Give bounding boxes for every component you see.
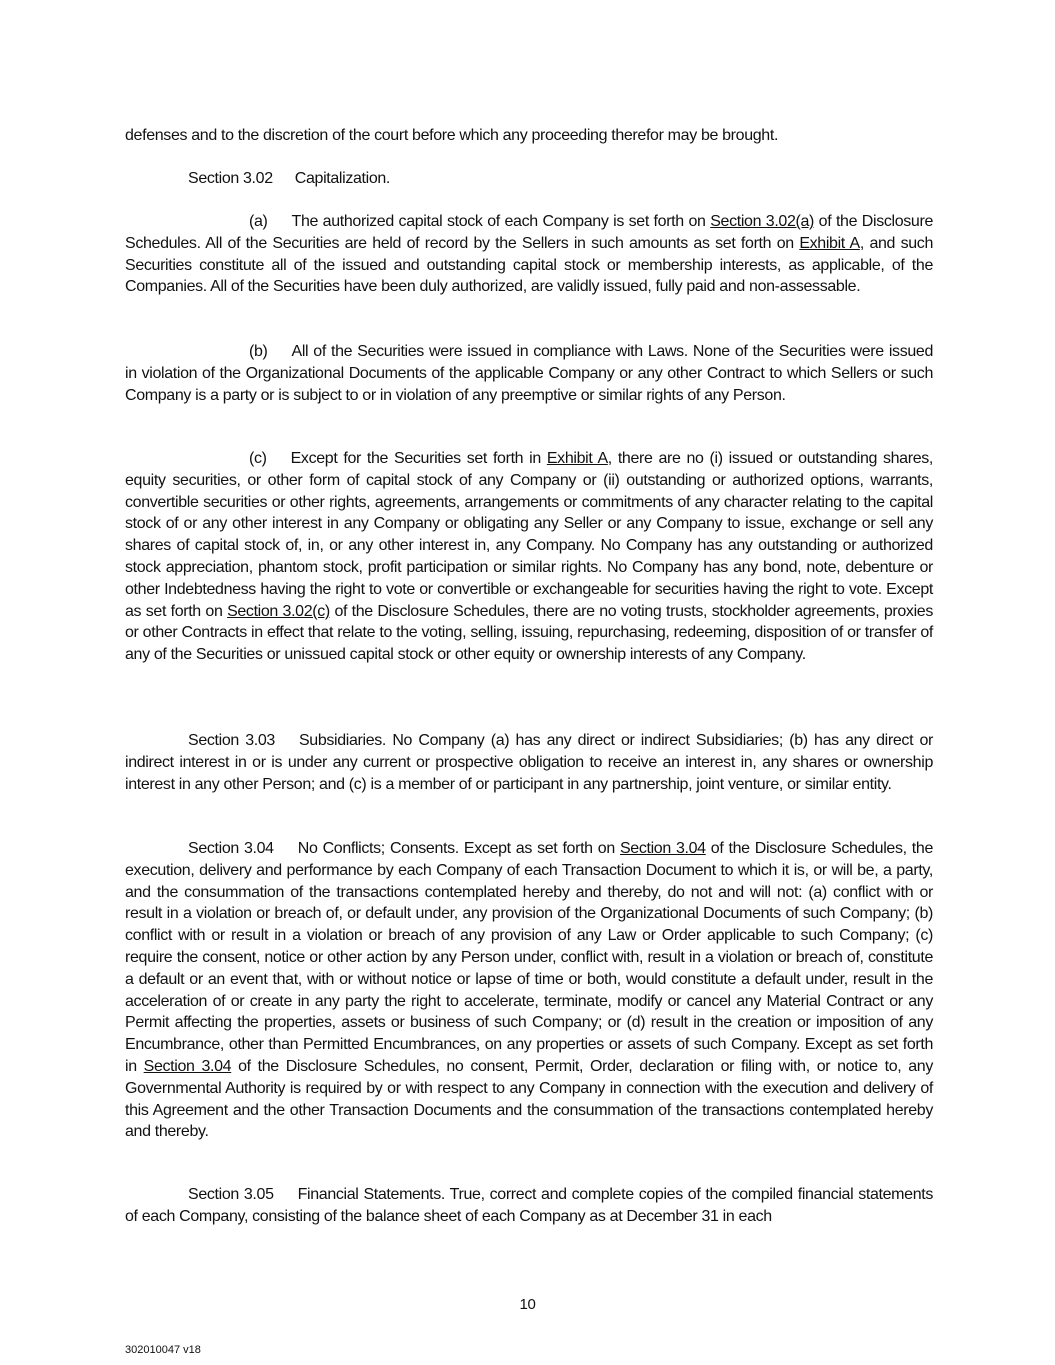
text-run: , and such Securities constitute all of the issued and outstanding capital stock or membership interests, as applicable, of the Companies. All of the Securities have been duly authorized, are validly issued, fully paid and non-assessable. bbox=[125, 234, 933, 296]
continuation-text: defenses and to the discretion of the court before which any proceeding therefor may be brought. bbox=[125, 127, 779, 144]
section-title: Capitalization. bbox=[294, 170, 391, 187]
section-number: Section 3.02 bbox=[188, 170, 273, 187]
text-run: of the Disclosure Schedules, the execution, delivery and performance by each Company of each Transaction Document to which it is, or will be, a party, and the consummation of the transactions contemplated hereby and thereby, do not and will not: (a) conflict with or result in a violation or breach of, or default under, any provision of the Organizational Documents of such Company; (b) conflict with or result in a violation or breach of any provision of any Law or Order applicable to such Company; (c) require the consent, notice or other action by any Person under, conflict with, result in a violation or breach of, constitute a default or an event that, with or without notice or lapse of time or both, would constitute a default under, result in the acceleration of or create in any party the right to accelerate, terminate, modify or cancel any Material Contract or any Permit affecting the properties, assets or business of such Company; or (d) result in the creation or imposition of any Encumbrance, other than Permitted Encumbrances, on any properties or assets of such Company. Except as set forth in bbox=[125, 840, 933, 1075]
clause-label: (c) bbox=[249, 450, 267, 467]
text-run: Except for the Securities set forth in bbox=[290, 450, 547, 467]
document-id: 302010047 v18 bbox=[125, 1344, 201, 1356]
page-number: 10 bbox=[519, 1296, 536, 1313]
text-run: All of the Securities were issued in compliance with Laws. None of the Securities were issued in violation of the Organizational Documents of the applicable Company or any other Contract to which Sellers or such Company is a party or is subject to or in violation of any preemptive or similar rights of any Person. bbox=[125, 343, 933, 404]
cross-reference: Section 3.02(a) bbox=[710, 213, 815, 230]
cross-reference: Section 3.04 bbox=[619, 840, 706, 857]
section-number: Section 3.04 bbox=[188, 840, 274, 857]
text-run: True, correct and complete copies of the compiled financial statements of each Company, consisting of the balance sheet of each Company as at December 31 in each bbox=[125, 1186, 933, 1225]
paragraph-3-03 bbox=[125, 730, 933, 795]
text-run: No Company (a) has any direct or indirect Subsidiaries; (b) has any direct or indirect interest in or is under any current or prospective obligation to receive an interest in, any shares or ownership interest in any other Person; and (c) is a member of or participant in any partnership, joint venture, or similar entity. bbox=[125, 732, 933, 793]
text-run: , there are no (i) issued or outstanding shares, equity securities, or other form of capital stock of any Company or (ii) outstanding or authorized options, warrants, convertible securities or other rights, agreements, arrangements or commitments of any character relating to the capital stock of or any other interest in any Company or obligating any Seller or any Company to issue, exchange or sell any shares of capital stock of, in, or any other interest in, any Company. No Company has any outstanding or authorized stock appreciation, phantom stock, profit participation or similar rights. No Company has any bond, note, debenture or other Indebtedness having the right to vote or convertible or exchangeable for securities having the right to vote. Except as set forth on bbox=[125, 450, 933, 620]
cross-reference: Exhibit A bbox=[546, 450, 608, 467]
clause-label: (b) bbox=[249, 343, 268, 360]
text-run: of the Disclosure Schedules. All of the Securities are held of record by the Sellers in such amounts as set forth on bbox=[125, 213, 933, 252]
cross-reference: Exhibit A bbox=[799, 234, 860, 252]
paragraph-3-04 bbox=[125, 838, 933, 1143]
cross-reference: Section 3.04 bbox=[143, 1057, 232, 1075]
section-3-02-heading bbox=[188, 168, 390, 190]
section-number: Section 3.05 bbox=[188, 1186, 274, 1203]
text-run: The authorized capital stock of each Company is set forth on bbox=[291, 213, 711, 230]
paragraph-3-02-c bbox=[125, 448, 933, 666]
paragraph-continuation bbox=[125, 125, 933, 147]
text-run: Except as set forth on bbox=[458, 840, 620, 857]
paragraph-3-05 bbox=[125, 1184, 933, 1228]
cross-reference: Section 3.02(c) bbox=[227, 602, 330, 620]
section-title: No Conflicts; Consents. bbox=[297, 840, 459, 857]
paragraph-3-02-b bbox=[125, 341, 933, 406]
section-title: Financial Statements. bbox=[297, 1186, 445, 1203]
clause-label: (a) bbox=[249, 213, 268, 230]
paragraph-3-02-a bbox=[125, 211, 933, 298]
section-number: Section 3.03 bbox=[188, 732, 275, 749]
text-run: of the Disclosure Schedules, there are no voting trusts, stockholder agreements, proxies or other Contracts in effect that relate to the voting, selling, issuing, repurchasing, redeeming, disposition of or transfer of any of the Securities or unissued capital stock or other equity or ownership interests of any Company. bbox=[125, 602, 933, 664]
section-title: Subsidiaries. bbox=[298, 732, 387, 749]
text-run: of the Disclosure Schedules, no consent, Permit, Order, declaration or filing with, or notice to, any Governmental Authority is required by or with respect to any Company in connection with the execution and delivery of this Agreement and the other Transaction Documents and the consummation of the transactions contemplated hereby and thereby. bbox=[125, 1057, 933, 1141]
